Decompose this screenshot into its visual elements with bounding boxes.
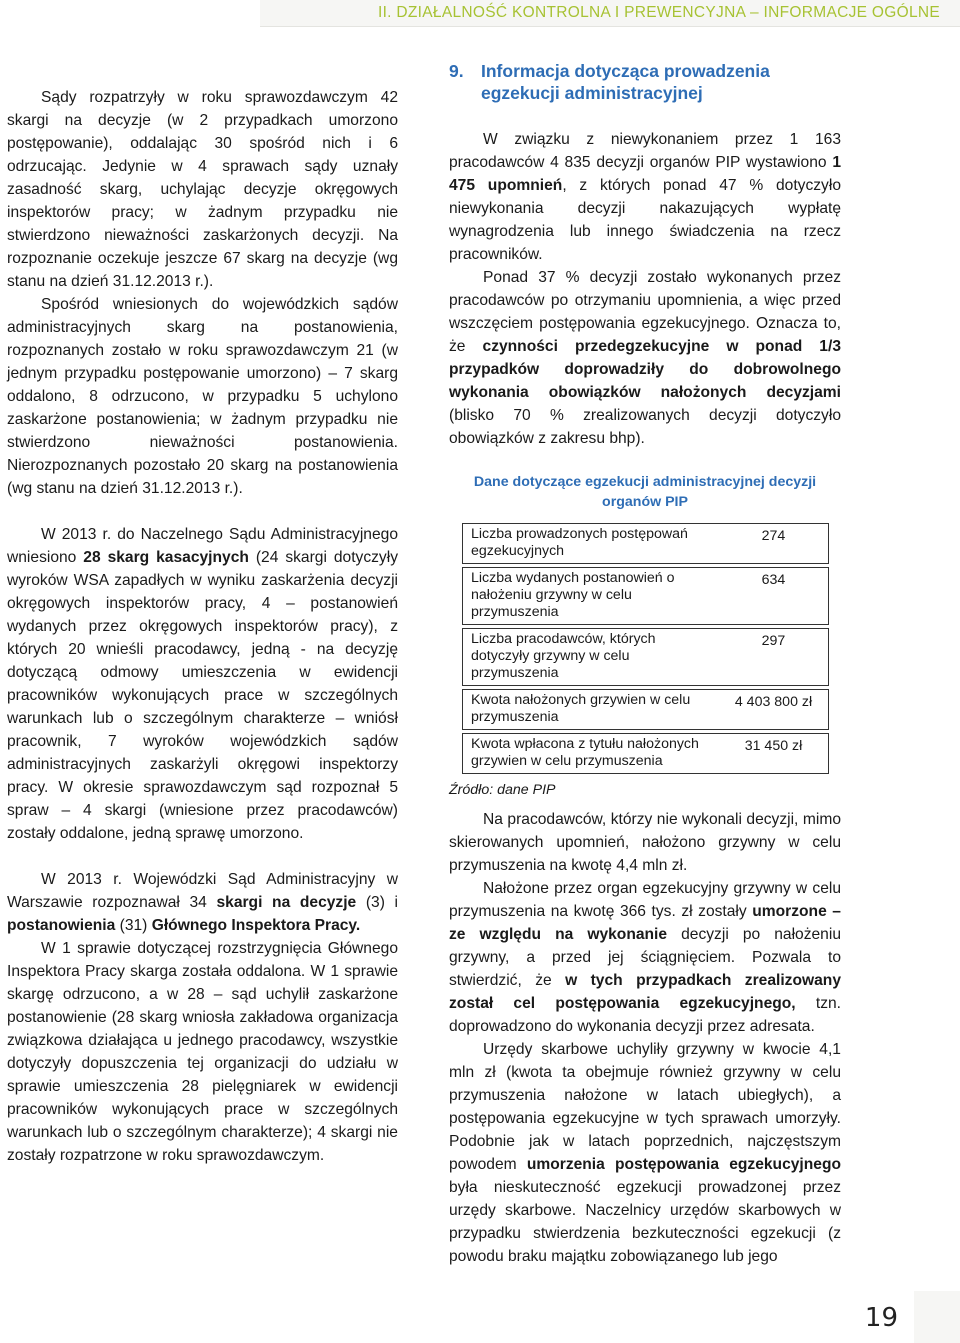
left-column — [7, 86, 398, 1167]
text-run: Urzędy skarbowe uchyliły grzywny w kwocie 4,1 mln zł (kwota ta obejmuje również grzywny w celu przymuszenia nałożone w latach ubiegłych), a postępowania egzekucyjne w tych sprawach umorzyły. Podobnie jak w latach poprzednich, najczęstszym powodem — [449, 1041, 841, 1173]
text-run: tzn. doprowadzono do wykonania decyzji przez adresata. — [449, 995, 841, 1035]
text-run: (31) — [115, 917, 152, 934]
table-cell-label: Liczba wydanych postanowień o nałożeniu grzywny w celu przymuszenia — [462, 567, 717, 625]
paragraph: W 1 sprawie dotyczącej rozstrzygnięcia Głównego Inspektora Pracy skarga została oddalona. W 1 sprawie skargę odrzucono, a w 28 – sąd uchylił zaskarżone postanowienie (28 skarg wniosła zakładowa organizacja związkowa działająca u jednego pracodawcy, wszystkie dotyczyły dopuszczenia tej organizacji do udziału w sprawie umieszczenia 28 pielęgniarek w ewidencji pracowników wykonujących prace w szczególnych warunkach lub o szczególnym charakterze); 4 skargi nie zostały rozpatrzone w roku sprawozdawczym. — [7, 940, 398, 1164]
text-run: (3) i — [356, 894, 399, 911]
text-run: była nieskuteczność egzekucji prowadzonej przez urzędy skarbowe. Naczelnicy urzędów skarbowych w przypadku stwierdzenia bezkuteczności egzekucji (z powodu braku majątku zobowiązanego lub jego — [449, 1179, 841, 1265]
running-header-title: II. DZIAŁALNOŚĆ KONTROLNA I PREWENCYJNA – INFORMACJE OGÓLNE — [377, 4, 940, 21]
paragraph — [7, 523, 398, 845]
table-row — [462, 567, 829, 625]
running-header — [260, 0, 960, 27]
table-cell-value: 297 — [717, 628, 829, 686]
right-column — [449, 61, 841, 1268]
table-cell-value: 274 — [717, 523, 829, 564]
paragraph — [449, 266, 841, 450]
table-row — [462, 628, 829, 686]
paragraph — [449, 128, 841, 266]
page-number: 19 — [864, 1303, 898, 1333]
paragraph — [449, 877, 841, 1038]
paragraph — [449, 1038, 841, 1268]
table-caption: Dane dotyczące egzekucji administracyjnej decyzji organów PIP — [473, 474, 817, 510]
text-run: W 2013 r. Wojewódzki Sąd Administracyjny w Warszawie rozpoznawał 34 — [7, 871, 398, 911]
section-heading — [449, 60, 841, 104]
text-run: decyzji po nałożeniu grzywny, a przed jej ściągnięciem. Pozwala to stwierdzić, że — [449, 926, 841, 989]
text-run: Ponad 37 % decyzji zostało wykonanych przez pracodawców po otrzymaniu upomnienia, a więc przed wszczęciem postępowania egzekucyjnego. Oznacza to, że — [449, 269, 841, 355]
paragraph — [7, 868, 398, 937]
bold-run: 1 475 upomnień — [449, 154, 841, 194]
text-run: (24 skargi dotyczyły wyroków WSA zapadłych w wyniku zaskarżenia decyzji okręgowych inspektorów pracy, 4 – postanowień wydanych przez okręgowych inspektorów pracy), z których 20 wnieśli pracodawcy, jedną - na decyzję dotyczącą odmowy umieszczenia w ewidencji pracowników wykonujących prace w szczególnych warunkach lub o szczególnym charakterze – wniósł pracownik, 7 wyroków wojewódzkich sądów administracyjnych zaskarżyli okręgowi inspektorzy pracy. W okresie sprawozdawczym sąd rozpoznał 5 spraw – 4 skargi (wniesione przez pracodawców) zostały oddalone, jedną sprawę umorzono. — [7, 549, 398, 842]
text-run: (blisko 70 % zrealizowanych decyzji dotyczyło obowiązków z zakresu bhp). — [449, 407, 841, 447]
table-cell-value: 31 450 zł — [717, 733, 829, 774]
section-title: Informacja dotycząca prowadzenia egzekucji administracyjnej — [481, 61, 770, 103]
table-row — [462, 689, 829, 730]
table-row — [462, 733, 829, 774]
paragraph: Spośród wniesionych do wojewódzkich sądów administracyjnych skarg na postanowienia, rozpoznanych zostało w roku sprawozdawczym 21 (w jednym przypadku postępowanie umorzono) – 7 skarg oddalono, 8 odrzucono, w przypadku 5 uchylono zaskarżone postanowienia; w żadnym przypadku nie stwierdzono nieważności postanowienia. Nierozpoznanych pozostało 20 skarg na postanowienia (wg stanu na dzień 31.12.2013 r.). — [7, 296, 398, 497]
bold-run: 28 skarg kasacyjnych — [83, 549, 249, 566]
page-corner-accent — [914, 1291, 960, 1343]
table-source-note: Źródło: dane PIP — [449, 782, 556, 798]
table-cell-value: 4 403 800 zł — [717, 689, 829, 730]
paragraph: Sądy rozpatrzyły w roku sprawozdawczym 42 skargi na decyzje (w 2 przypadkach umorzono postępowanie), oddalając 30 spośród nich i 6 odrzucając. Jedynie w 4 sprawach sądy uznały zasadność skarg, uchylając decyzje okręgowych inspektorów pracy; w żadnym przypadku nie stwierdzono nieważności zaskarżonych decyzji. Na rozpoznanie oczekuje jeszcze 67 skarg na decyzje (wg stanu na dzień 31.12.2013 r.). — [7, 89, 398, 290]
table-cell-label: Kwota nałożonych grzywien w celu przymuszenia — [462, 689, 717, 730]
section-number: 9. — [449, 61, 464, 81]
bold-run: umorzone – ze względu na wykonanie — [449, 903, 841, 943]
bold-run: w tych przypadkach zrealizowany został cel postępowania egzekucyjnego, — [449, 972, 841, 1012]
bold-run: Głównego Inspektora Pracy. — [151, 917, 361, 934]
text-run: , z których ponad 47 % dotyczyło niewykonania decyzji nakazujących wypłatę wynagrodzenia lub innego świadczenia na rzecz pracowników. — [449, 177, 841, 263]
table-row — [462, 523, 829, 564]
table-cell-label: Liczba prowadzonych postępowań egzekucyjnych — [462, 523, 717, 564]
table-cell-label: Liczba pracodawców, których dotyczyły grzywny w celu przymuszenia — [462, 628, 717, 686]
enforcement-data-table — [462, 520, 829, 777]
bold-run: skargi na decyzje — [216, 894, 357, 911]
table-cell-label: Kwota wpłacona z tytułu nałożonych grzywien w celu przymuszenia — [462, 733, 717, 774]
bold-run: czynności przedegzekucyjne w ponad 1/3 przypadków doprowadziły do dobrowolnego wykonania obowiązków nałożonych decyzjami — [449, 338, 841, 401]
text-run: Nałożone przez organ egzekucyjny grzywny w celu przymuszenia na kwotę 366 tys. zł zostały — [449, 880, 841, 920]
bold-run: umorzenia postępowania egzekucyjnego — [526, 1156, 841, 1173]
text-run: W związku z niewykonaniem przez 1 163 pracodawców 4 835 decyzji organów PIP wystawiono — [449, 131, 841, 171]
bold-run: postanowienia — [7, 917, 116, 934]
paragraph: Na pracodawców, którzy nie wykonali decyzji, mimo skierowanych upomnień, nałożono grzywny w celu przymuszenia na kwotę 4,4 mln zł. — [449, 811, 841, 874]
text-run: W 2013 r. do Naczelnego Sądu Administracyjnego wniesiono — [7, 526, 398, 566]
table-cell-value: 634 — [717, 567, 829, 625]
